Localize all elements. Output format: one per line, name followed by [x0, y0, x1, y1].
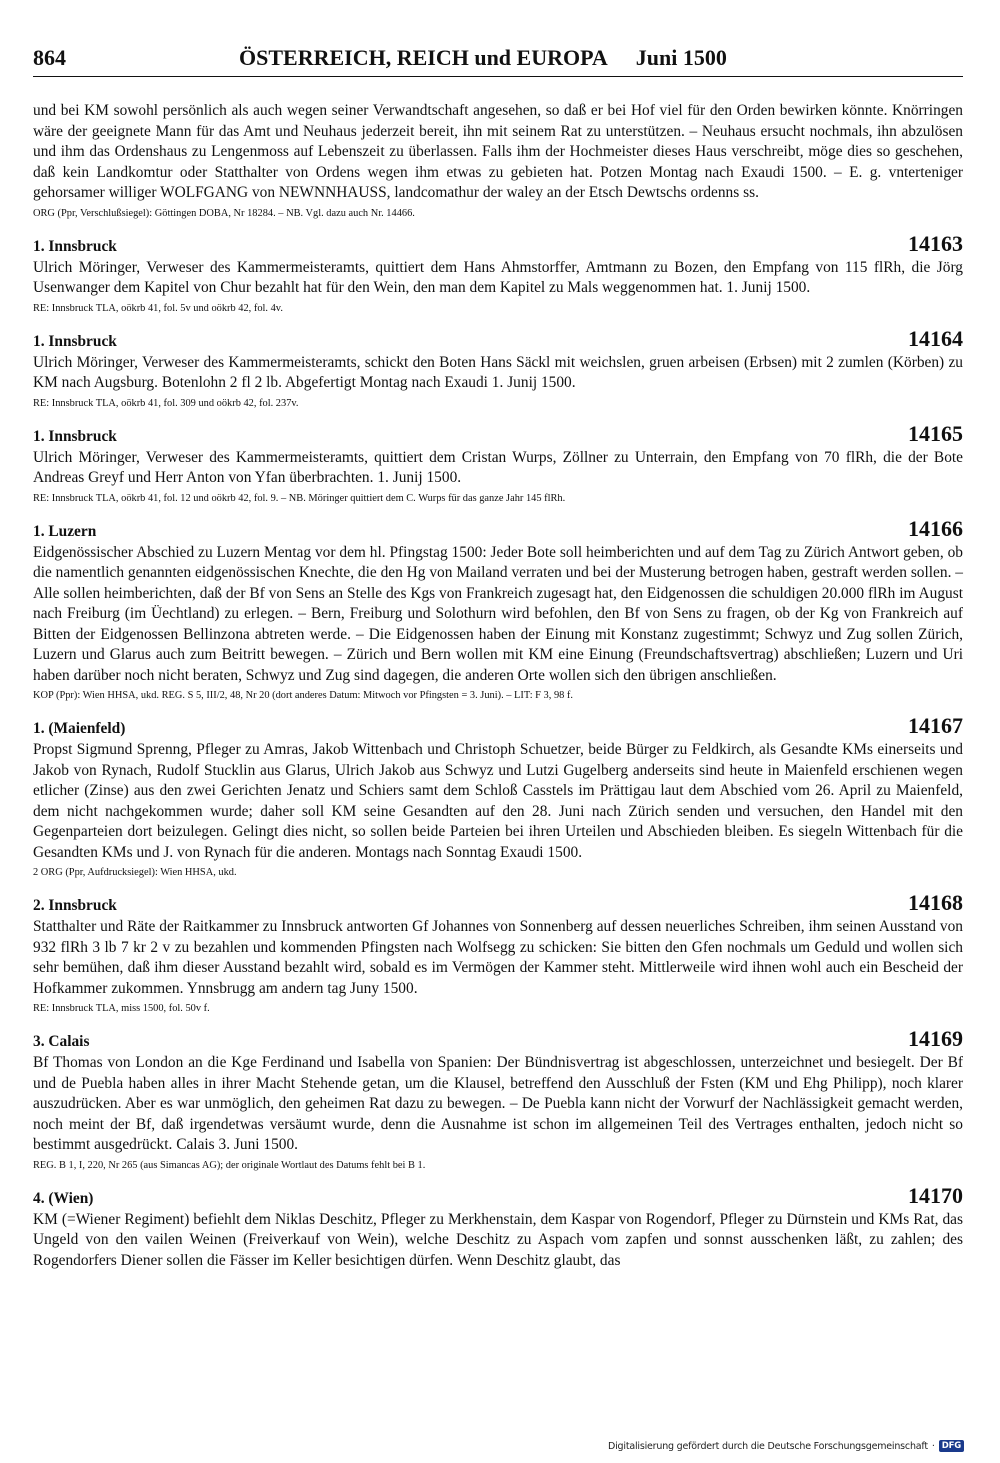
entry-number: 14163	[908, 230, 963, 256]
entry-text: und bei KM sowohl persönlich als auch wegen seiner Verwandtschaft angesehen, so daß er bei Hof viel für den Orden bewirken könnte. Knörringen wäre der geeignete Mann für das Amt und Neuhaus jederzeit bereit, ihn mit seinem Rat zu unterstützen. – Neuhaus ersucht nochmals, ihn abzulösen und ihm das Ordenshaus zu Lengenmoss auf Lebenszeit zu überlassen. Falls ihm der Hochmeister dieses Haus verschreibt, möge dies so geschehen, daß kein Landkomtur oder Statthalter von Ordens wegen ihm etwas zu gebieten hat. Potzen Montag nach Exaudi 1500. – E. g. vnterteniger gehorsamer williger WOLFGANG von NEWNNHAUSS, landcomathur der waley an der Etsch Dewtschs ordenns ss.	[33, 102, 963, 201]
regest-entry	[33, 892, 963, 1015]
entry-source: ORG (Ppr, Verschlußsiegel): Göttingen DOBA, Nr 18284. – NB. Vgl. dazu auch Nr. 14466.	[33, 207, 415, 219]
entry-number: 14164	[908, 325, 963, 351]
entry-location: 1. (Maienfeld)	[33, 720, 126, 737]
entry-text: Eidgenössischer Abschied zu Luzern Mentag vor dem hl. Pfingstag 1500: Jeder Bote soll heimberichten und auf dem Tag zu Zürich Antwort geben, ob die namentlich genannten eidgenössischen Knechte, die den Hg von Mailand verraten und bei der Musterung betrogen haben, gestraft werden sollen. – Alle sollen heimberichten, daß der Bf von Sens an Stelle des Kgs von Frankreich zugesagt hat, den Eidgenossen die schuldigen 20.000 flRh im August nach Freiburg (im Üechtland) zu erlegen. – Bern, Freiburg und Solothurn wird befohlen, den Bf von Sens zu fragen, ob der Kg von Frankreich auf Bitten der Eidgenossen Bellinzona abtreten werde. – Die Eidgenossen haben der Einung mit Konstanz zugestimmt; Schwyz und Zug sollen Zürich, Luzern und Glarus auch zum Beitritt bewegen. – Zürich und Bern wollen mit KM eine Einung (Freundschaftsvertrag) abschließen; Luzern und Uri haben darüber noch nicht beraten, Schwyz und Zug sind dagegen, die anderen Orte wollen sich den übrigen anschließen.	[33, 543, 963, 684]
entry-location: 1. Innsbruck	[33, 332, 117, 350]
entry-source: KOP (Ppr): Wien HHSA, ukd. REG. S 5, III/2, 48, Nr 20 (dort anderes Datum: Mitwoch vor Pfingsten = 3. Juni). – LIT: F 3, 98 f.	[33, 690, 573, 701]
document-page	[33, 45, 963, 1271]
entry-heading	[33, 325, 963, 353]
entry-text: Ulrich Möringer, Verweser des Kammermeisteramts, quittiert dem Hans Ahmstorffer, Amtmann zu Bozen, den Empfang von 115 flRh, die Jörg Usenwanger dem Kapitel von Chur bezahlt hat für den Wein, den man dem Kapitel zu Mals weggenommen hat. 1. Junij 1500.	[33, 258, 963, 296]
entry-number: 14165	[908, 420, 963, 446]
entry-heading	[33, 230, 963, 258]
running-title: ÖSTERREICH, REICH und EUROPA	[239, 45, 608, 70]
continued-entry	[33, 101, 963, 220]
entry-number: 14166	[908, 515, 963, 541]
regest-entry	[33, 1028, 963, 1172]
entry-text: Ulrich Möringer, Verweser des Kammermeisteramts, quittiert dem Cristan Wurps, Zöllner zu Unterrain, den Empfang von 70 flRh, die der Bote Andreas Greyf und Herr Anton von Yfan überbrachten. 1. Junij 1500.	[33, 448, 963, 486]
digitization-footer: Digitalisierung gefördert durch die Deutsche Forschungsgemeinschaft · DFG	[608, 1440, 964, 1452]
entry-heading	[33, 420, 963, 448]
regest-entry	[33, 1182, 963, 1272]
regest-entry	[33, 325, 963, 410]
entry-location: 1. Luzern	[33, 522, 97, 540]
entry-number: 14170	[908, 1182, 963, 1208]
entry-number: 14167	[908, 713, 963, 738]
entry-heading	[33, 515, 963, 543]
entry-source: RE: Innsbruck TLA, oökrb 41, fol. 309 und oökrb 42, fol. 237v.	[33, 397, 299, 409]
entry-list	[33, 230, 963, 1272]
entry-heading	[33, 892, 963, 917]
regest-entry	[33, 715, 963, 879]
entry-source: RE: Innsbruck TLA, oökrb 41, fol. 5v und oökrb 42, fol. 4v.	[33, 302, 283, 314]
entry-location: 1. Innsbruck	[33, 237, 117, 255]
entry-text: Propst Sigmund Sprenng, Pfleger zu Amras, Jakob Wittenbach und Christoph Schuetzer, beide Bürger zu Feldkirch, als Gesandte KMs einerseits und Jakob von Rynach, Rudolf Stucklin aus Glarus, Ulrich Jakob aus Schwyz und Lutzi Gugelberg anderseits sind heute in Maienfeld erschienen wegen etlicher (Zinse) aus den zwei Gerichten Jenatz und Schiers samt dem Schloß Casstels im Prättigau laut dem Abschied vom 26. April zu Maienfeld, dem nicht nachgekommen wurde; daher soll KM seine Gesandten auf den 28. Juni nach Zürich senden und versuchen, den Handel mit den Gegenparteien dort beizulegen. Gelingt dies nicht, so sollen beide Parteien bei ihren Urteilen und Abschieden bleiben. Es siegeln Wittenbach für die Gesandten KMs und J. von Rynach für die anderen. Montags nach Sonntag Exaudi 1500.	[33, 741, 963, 861]
entry-source: RE: Innsbruck TLA, miss 1500, fol. 50v f.	[33, 1003, 210, 1014]
regest-entry	[33, 420, 963, 505]
entry-heading	[33, 715, 963, 740]
regest-entry	[33, 515, 963, 703]
entry-location: 3. Calais	[33, 1033, 90, 1050]
entry-location: 4. (Wien)	[33, 1189, 94, 1207]
entry-text: Statthalter und Räte der Raitkammer zu Innsbruck antworten Gf Johannes von Sonnenberg auf dessen neuerliches Schreiben, ihm seinen Ausstand von 932 flRh 3 lb 7 kr 2 v zu bezahlen und kommenden Pfingsten nach Wolfsegg zu schicken: Sie bitten den Gfen nochmals um Geduld und wollen sich sehr bemühen, daß ihm dieser Ausstand bezahlt wird, sobald es im Vermögen der Kammer steht. Mittlerweile wird ihnen wohl auch ein Bescheid der Hofkammer zukommen. Ynnsbrugg am andern tag Juny 1500.	[33, 918, 963, 997]
entry-location: 1. Innsbruck	[33, 427, 117, 445]
footer-credit: Digitalisierung gefördert durch die Deutsche Forschungsgemeinschaft	[608, 1440, 928, 1452]
entry-source: REG. B 1, I, 220, Nr 265 (aus Simancas AG); der originale Wortlaut des Datums fehlt bei B 1.	[33, 1159, 426, 1171]
entry-text: Bf Thomas von London an die Kge Ferdinand und Isabella von Spanien: Der Bündnisvertrag ist abgeschlossen, unterzeichnet und besiegelt. Der Bf und de Puebla haben alles in ihrer Macht Stehende getan, um die Klausel, betreffend den Ausschluß der Fsten (KM und Ehg Philipp), noch klarer auszudrücken. Aber es war unmöglich, den geheimen Rat dazu zu bewegen. – De Puebla kann nicht der Vorwurf der Nachlässigkeit gemacht werden, noch meint der Bf, daß irgendetwas versäumt wurde, denn die Ausnahme ist schon im allgemeinen Teil des Vertrages enthalten, jedoch nicht so bestimmt ausgedrückt. Calais 3. Juni 1500.	[33, 1054, 963, 1153]
entry-number: 14168	[908, 890, 963, 915]
entry-heading	[33, 1182, 963, 1210]
entry-text: KM (=Wiener Regiment) befiehlt dem Niklas Deschitz, Pfleger zu Merkhenstain, dem Kaspar von Rogendorf, Pfleger zu Dürnstein und KMs Rat, das Ungeld von den vailen Weinen (Freiverkauf von Wein), welche Deschitz zu Aspach vom zapfen und sonnst ausschenken läßt, zu zahlen; des Rogendorfers Diener sollen die Fässer im Keller besichtigen dürfen. Wenn Deschitz glaubt, das	[33, 1210, 963, 1269]
entry-heading	[33, 1028, 963, 1053]
dfg-logo: DFG	[939, 1440, 964, 1452]
running-date: Juni 1500	[635, 45, 727, 70]
page-number: 864	[33, 45, 66, 70]
entry-text: Ulrich Möringer, Verweser des Kammermeisteramts, schickt den Boten Hans Säckl mit weichslen, gruen arbeisen (Erbsen) mit 2 zumlen (Körben) zu KM nach Augsburg. Botenlohn 2 fl 2 lb. Abgefertigt Montag nach Exaudi 1. Junij 1500.	[33, 353, 963, 391]
page-header	[33, 45, 963, 77]
entry-source: RE: Innsbruck TLA, oökrb 41, fol. 12 und oökrb 42, fol. 9. – NB. Möringer quittiert dem C. Wurps für das ganze Jahr 145 flRh.	[33, 492, 566, 504]
regest-entry	[33, 230, 963, 315]
entry-source: 2 ORG (Ppr, Aufdrucksiegel): Wien HHSA, ukd.	[33, 867, 237, 878]
entry-location: 2. Innsbruck	[33, 897, 117, 914]
entry-number: 14169	[908, 1026, 963, 1051]
